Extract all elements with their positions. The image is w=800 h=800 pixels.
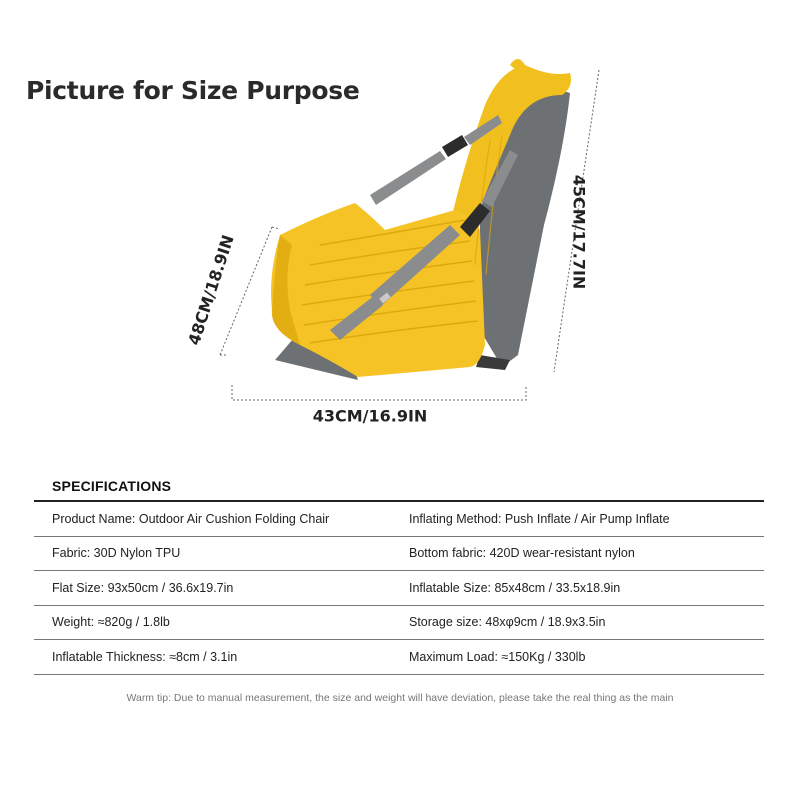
specifications-table <box>34 470 764 675</box>
warm-tip-note: Warm tip: Due to manual measurement, the size and weight will have deviation, please take the real thing as the main <box>126 692 674 704</box>
spec-cell: Bottom fabric: 420D wear-resistant nylon <box>409 546 635 561</box>
spec-cell: Storage size: 48xφ9cm / 18.9x3.5in <box>409 615 606 630</box>
spec-cell: Inflatable Size: 85x48cm / 33.5x18.9in <box>409 580 621 595</box>
spec-cell: Fabric: 30D Nylon TPU <box>52 546 181 561</box>
chair-product-image <box>180 55 610 455</box>
spec-cell: Flat Size: 93x50cm / 36.6x19.7in <box>52 580 234 595</box>
spec-cell: Maximum Load: ≈150Kg / 330lb <box>409 649 586 664</box>
specifications-heading: SPECIFICATIONS <box>52 478 172 494</box>
table-row <box>34 640 764 675</box>
spec-cell: Weight: ≈820g / 1.8lb <box>52 615 170 630</box>
page-title: Picture for Size Purpose <box>26 76 360 105</box>
depth-dimension-label: 48CM/18.9IN <box>184 232 238 348</box>
spec-cell: Inflatable Thickness: ≈8cm / 3.1in <box>52 649 238 664</box>
height-dimension-label: 45CM/17.7IN <box>569 174 589 290</box>
spec-cell: Product Name: Outdoor Air Cushion Folding Chair <box>52 511 330 526</box>
table-row <box>34 571 764 606</box>
spec-cell: Inflating Method: Push Inflate / Air Pump Inflate <box>409 511 670 526</box>
table-row <box>34 502 764 537</box>
table-row <box>34 537 764 572</box>
width-dimension-label: 43CM/16.9IN <box>312 406 428 426</box>
table-row <box>34 606 764 641</box>
